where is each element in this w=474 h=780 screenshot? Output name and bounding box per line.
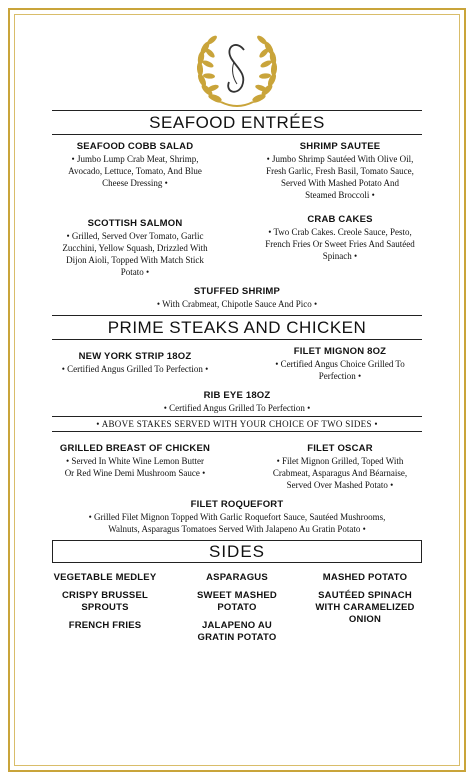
side-item-line: VEGETABLE MEDLEY — [53, 572, 157, 583]
item-desc-line: • Jumbo Shrimp Sautéed With Olive Oil, — [266, 154, 414, 164]
side-item-line: SWEET MASHED — [197, 590, 277, 601]
side-item — [174, 572, 300, 584]
side-item — [300, 572, 430, 584]
item-desc-line: • Certified Angus Choice Grilled To — [275, 359, 405, 369]
item-desc-line: • Served In White Wine Lemon Butter — [66, 456, 204, 466]
menu-item-stuffed-shrimp — [60, 286, 414, 310]
side-item-line: ONION — [348, 614, 382, 625]
item-desc-line: • Grilled, Served Over Tomato, Garlic — [66, 231, 204, 241]
item-desc-line: • Filet Mignon Grilled, Toped With — [276, 456, 404, 466]
sides-section-title: SIDES — [52, 540, 422, 563]
item-name: RIB EYE 18OZ — [203, 390, 271, 401]
item-desc-line: • Two Crab Cakes. Creole Sauce, Pesto, — [268, 227, 412, 237]
item-desc-line: • With Crabmeat, Chipotle Sauce And Pico • — [156, 299, 318, 309]
menu-item-filet-roquefort — [30, 499, 444, 535]
laurel-wreath-icon — [187, 28, 287, 112]
side-item — [42, 590, 168, 614]
side-item-line: WITH CARAMELIZED — [315, 602, 415, 613]
side-item — [174, 620, 300, 644]
sides-choice-note: • ABOVE STAKES SERVED WITH YOUR CHOICE OF TWO SIDES • — [52, 416, 422, 432]
item-desc-line: Or Red Wine Demi Mushroom Sauce • — [64, 468, 206, 478]
item-desc-line: Dijon Aioli, Topped With Match Stick — [66, 255, 204, 265]
item-name: CRAB CAKES — [307, 214, 373, 225]
item-desc-line: • Certified Angus Grilled To Perfection • — [61, 364, 209, 374]
menu-item-rib-eye — [60, 390, 414, 414]
item-desc-line: Perfection • — [318, 371, 362, 381]
side-item — [42, 572, 168, 584]
item-desc-line: Crabmeat, Asparagus And Béarnaise, — [272, 468, 408, 478]
item-desc-line: Potato • — [120, 267, 150, 277]
side-item-line: ASPARAGUS — [206, 572, 268, 583]
item-desc-line: Avocado, Lettuce, Tomato, And Blue — [68, 166, 202, 176]
item-desc-line: French Fries Or Sweet Fries And Sautéed — [265, 239, 415, 249]
menu-item-filet-oscar — [240, 443, 440, 491]
item-desc-line: Zucchini, Yellow Squash, Drizzled With — [62, 243, 208, 253]
item-desc-line: Walnuts, Asparagus Tomatoes Served With Jalapeno Au Gratin Potato • — [108, 524, 366, 534]
side-item — [42, 620, 168, 632]
side-item-line: FRENCH FRIES — [68, 620, 142, 631]
menu-item-scottish-salmon — [40, 218, 230, 278]
side-item-line: GRATIN POTATO — [197, 632, 277, 643]
menu-item-filet-mignon — [240, 346, 440, 382]
item-desc-line: Served With Mashed Potato And — [281, 178, 399, 188]
item-name: NEW YORK STRIP 18OZ — [78, 351, 192, 362]
item-name: SEAFOOD COBB SALAD — [76, 141, 194, 152]
side-item-line: SPROUTS — [81, 602, 129, 613]
steaks-section-title: PRIME STEAKS AND CHICKEN — [52, 315, 422, 340]
side-item — [300, 590, 430, 626]
item-desc-line: • Jumbo Lump Crab Meat, Shrimp, — [71, 154, 199, 164]
item-desc-line: • Grilled Filet Mignon Topped With Garlic Roquefort Sauce, Sautéed Mushrooms, — [88, 512, 386, 522]
menu-item-new-york-strip — [40, 351, 230, 375]
side-item-line: SAUTÉED SPINACH — [318, 590, 412, 601]
item-desc-line: Fresh Garlic, Fresh Basil, Tomato Sauce, — [266, 166, 414, 176]
menu-item-grilled-chicken — [40, 443, 230, 479]
menu-item-seafood-cobb-salad — [40, 141, 230, 189]
item-name: SCOTTISH SALMON — [87, 218, 183, 229]
item-desc-line: Cheese Dressing • — [102, 178, 168, 188]
item-name: FILET OSCAR — [307, 443, 373, 454]
item-name: GRILLED BREAST OF CHICKEN — [59, 443, 211, 454]
item-name: FILET ROQUEFORT — [190, 499, 284, 510]
item-desc-line: Steamed Broccoli • — [305, 190, 375, 200]
side-item-line: POTATO — [217, 602, 257, 613]
item-desc-line: Served Over Mashed Potato • — [286, 480, 394, 490]
side-item — [174, 590, 300, 614]
side-item-line: MASHED POTATO — [322, 572, 408, 583]
item-desc-line: • Certified Angus Grilled To Perfection • — [163, 403, 311, 413]
item-desc-line: Spinach • — [322, 251, 358, 261]
menu-item-crab-cakes — [240, 214, 440, 262]
item-name: FILET MIGNON 8OZ — [293, 346, 387, 357]
item-name: SHRIMP SAUTEE — [299, 141, 381, 152]
side-item-line: JALAPENO AU — [202, 620, 272, 631]
seafood-section-title: SEAFOOD ENTRÉES — [52, 110, 422, 135]
item-name: STUFFED SHRIMP — [193, 286, 281, 297]
side-item-line: CRISPY BRUSSEL — [61, 590, 149, 601]
menu-item-shrimp-sautee — [240, 141, 440, 201]
